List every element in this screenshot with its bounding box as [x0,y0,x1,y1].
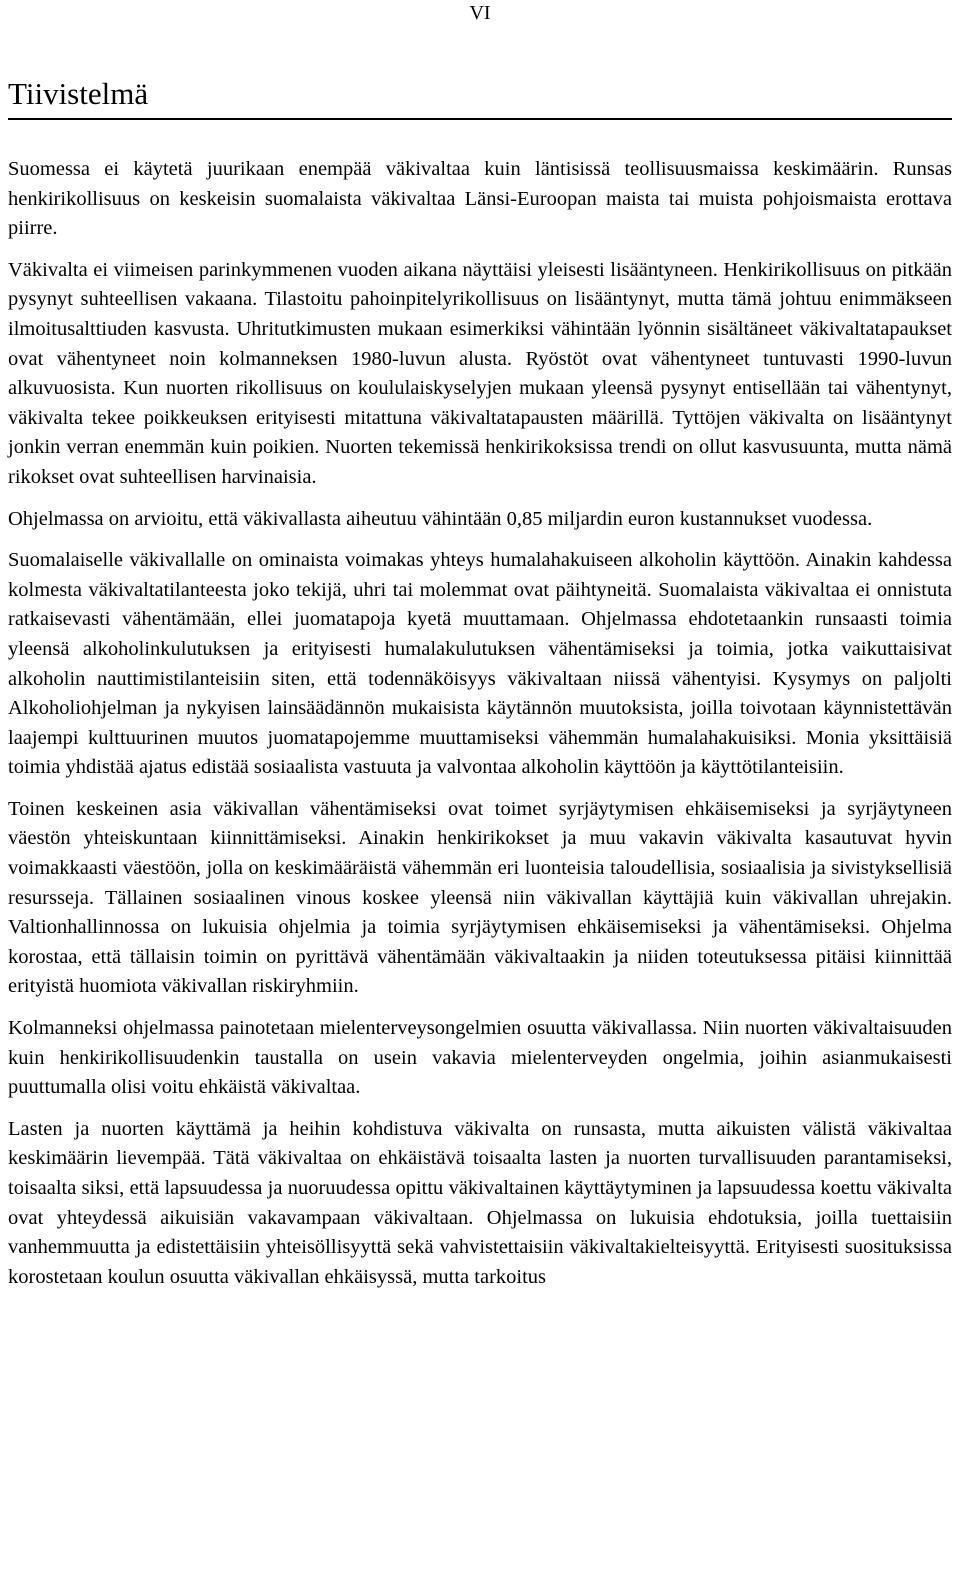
paragraph: Toinen keskeinen asia väkivallan vähentämiseksi ovat toimet syrjäytymisen ehkäisemiseksi ja syrjäytyneen väestön yhteiskuntaan kiinnittämiseksi. Ainakin henkirikokset ja muu vakavin väkivalta kasautuvat hyvin voimakkaasti väestöön, jolla on keskimääräistä vähemmän eri luonteisia taloudellisia, sosiaalisia ja sivistyksellisiä resursseja. Tällainen sosiaalinen vinous koskee yleensä niin väkivallan käyttäjiä kuin väkivallan uhrejakin. Valtionhallinnossa on lukuisia ohjelmia ja toimia syrjäytymisen ehkäisemiseksi ja vähentämiseksi. Ohjelma korostaa, että tällaisin toimin on pyrittävä vähentämään väkivaltaakin ja niiden toteutuksessa pitäisi kiinnittää erityistä huomiota väkivallan riskiryhmiin. [8,797,952,998]
paragraph: Väkivalta ei viimeisen parinkymmenen vuoden aikana näyttäisi yleisesti lisääntyneen. Henkirikollisuus on pitkään pysynyt suhteellisen vakaana. Tilastoitu pahoinpitelyrikollisuus on lisääntynyt, mutta tämä johtuu enimmäkseen ilmoitusalttiuden kasvusta. Uhritutkimusten mukaan esimerkiksi vähintään lyönnin sisältäneet väkivaltatapaukset ovat vähentyneet noin kolmanneksen 1980-luvun alusta. Ryöstöt ovat vähentyneet tuntuvasti 1990-luvun alkuvuosista. Kun nuorten rikollisuus on koululaiskyselyjen mukaan yleensä pysynyt entisellään tai vähentynyt, väkivalta tekee poikkeuksen erityisesti mitattuna väkivaltatapausten määrillä. Tyttöjen väkivalta on lisääntynyt jonkin verran enemmän kuin poikien. Nuorten tekemissä henkirikoksissa trendi on ollut kasvusuunta, mutta nämä rikokset ovat suhteellisen harvinaisia. [8,258,952,488]
title-divider [8,118,952,120]
page-title: Tiivistelmä [8,76,149,111]
paragraph: Lasten ja nuorten käyttämä ja heihin kohdistuva väkivalta on runsasta, mutta aikuisten välistä väkivaltaa keskimäärin lievempää. Tätä väkivaltaa on ehkäistävä toisaalta lasten ja nuorten turvallisuuden parantamiseksi, toisaalta siksi, että lapsuudessa ja nuoruudessa opittu väkivaltainen käyttäytyminen ja lapsuudessa koettu väkivalta ovat yhteydessä aikuisiän vakavampaan väkivaltaan. Ohjelmassa on lukuisia ehdotuksia, joilla tuettaisiin vanhemmuutta ja edistettäisiin yhteisöllisyyttä sekä vahvistettaisiin väkivaltakielteisyyttä. Erityisesti suosituksissa korostetaan koulun osuutta väkivallan ehkäisyssä, mutta tarkoitus [8,1117,952,1288]
paragraph: Kolmanneksi ohjelmassa painotetaan mielenterveysongelmien osuutta väkivallassa. Niin nuorten väkivaltaisuuden kuin henkirikollisuudenkin taustalla on usein vakavia mielenterveyden ongelmia, joihin asianmukaisesti puuttumalla olisi voitu ehkäistä väkivaltaa. [8,1017,952,1099]
page-number: VI [469,2,491,24]
paragraph: Ohjelmassa on arvioitu, että väkivallasta aiheutuu vähintään 0,85 miljardin euron kustannukset vuodessa. [8,507,873,530]
body-text [8,155,952,1292]
paragraph: Suomessa ei käytetä juurikaan enempää väkivaltaa kuin läntisissä teollisuusmaissa keskimäärin. Runsas henkirikollisuus on keskeisin suomalaista väkivaltaa Länsi-Euroopan maista tai muista pohjoismaista erottava piirre. [8,158,952,240]
paragraph: Suomalaiselle väkivallalle on ominaista voimakas yhteys humalahakuiseen alkoholin käyttöön. Ainakin kahdessa kolmesta väkivaltatilanteesta joko tekijä, uhri tai molemmat ovat päihtyneitä. Suomalaista väkivaltaa ei onnistuta ratkaisevasti vähentämään, ellei juomatapoja kyetä muuttamaan. Ohjelmassa ehdotetaankin runsaasti toimia yleensä alkoholinkulutuksen ja erityisesti humalakulutuksen vähentämiseksi ja toimia, jotka vaikuttaisivat alkoholin nauttimistilanteisiin siten, että todennäköisyys väkivaltaan niissä vähentyisi. Kysymys on paljolti Alkoholiohjelman ja nykyisen lainsäädännön mukaisista käytännön muutoksista, joilla toivotaan käynnistettävän laajempi kulttuurinen muutos juomatapojemme muuttamiseksi vähemmän humalahakuisiksi. Monia yksittäisiä toimia yhdistää ajatus edistää sosiaalista vastuuta ja valvontaa alkoholin käyttöön ja käyttötilanteisiin. [8,549,952,779]
